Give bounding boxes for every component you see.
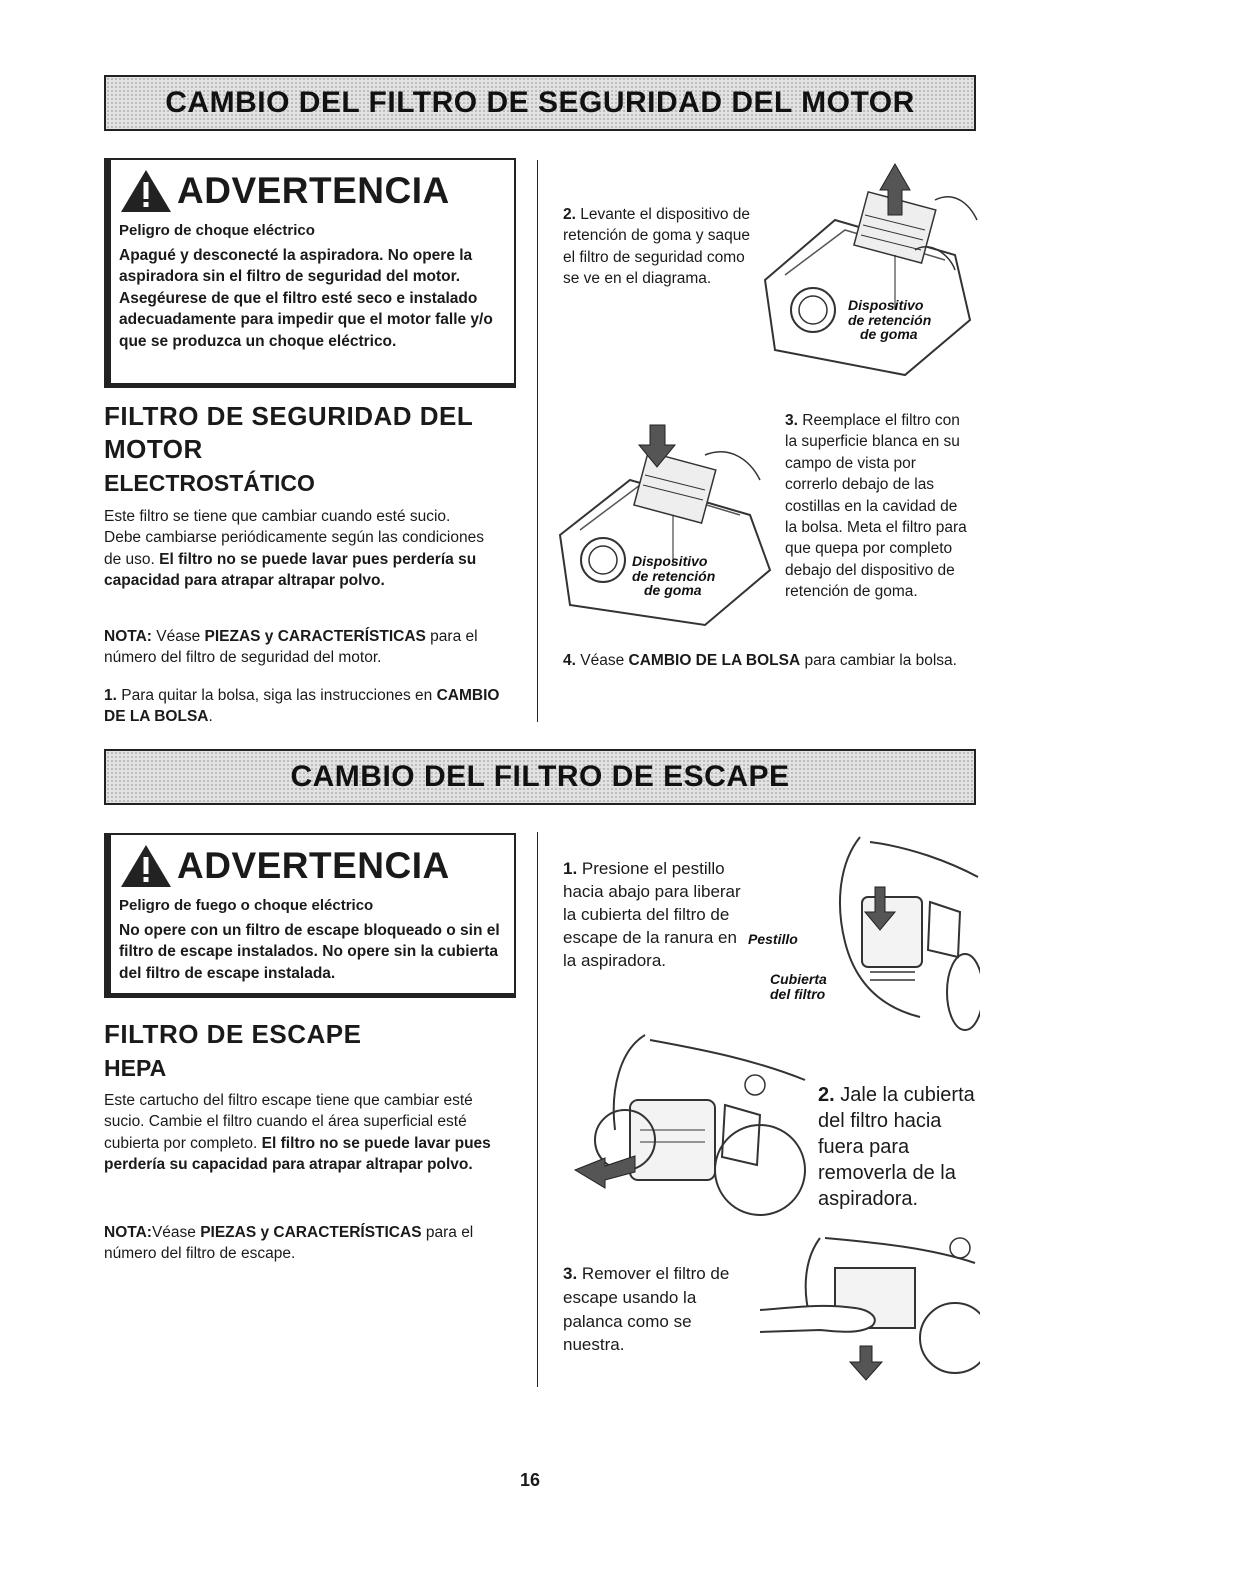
subheading-electrostatic: ELECTROSTÁTICO bbox=[104, 470, 315, 496]
warning-title: ADVERTENCIA bbox=[119, 168, 504, 214]
diagram-lift-retainer bbox=[755, 160, 980, 380]
step-1-exhaust: 1. Presione el pestillo hacia abajo para liberar la cubierta del filtro de escape de la ranura en la aspiradora. bbox=[563, 859, 741, 970]
step-4-motor: 4. Véase CAMBIO DE LA BOLSA para cambiar la bolsa. bbox=[563, 652, 957, 669]
vacuum-hand-filter-icon bbox=[760, 1228, 980, 1383]
warning-subtitle: Peligro de fuego o choque eléctrico bbox=[119, 897, 374, 914]
warning-title: ADVERTENCIA bbox=[119, 843, 504, 889]
warning-body: No opere con un filtro de escape bloqueado o sin el filtro de escape instalados. No opere sin la cubierta del filtro de escape instalada. bbox=[119, 922, 500, 982]
step-3-motor: 3. Reemplace el filtro con la superficie blanca en su campo de vista por correrlo debajo de las costillas en la cavidad de la bolsa. Meta el filtro para que quepa por completo debajo del dispositivo de retención de goma. bbox=[785, 412, 967, 600]
step-3-exhaust: 3. Remover el filtro de escape usando la palanca como se nuestra. bbox=[563, 1264, 730, 1355]
vacuum-rear-icon bbox=[800, 832, 980, 1032]
diagram-press-latch bbox=[800, 832, 980, 1032]
diagram-remove-filter bbox=[760, 1228, 980, 1383]
nota-exhaust-filter: NOTA:Véase PIEZAS y CARACTERÍSTICAS para el número del filtro de escape. bbox=[104, 1224, 474, 1263]
step-1-motor: 1. Para quitar la bolsa, siga las instrucciones en CAMBIO DE LA BOLSA. bbox=[104, 687, 500, 726]
subheading-hepa: HEPA bbox=[104, 1055, 167, 1081]
warning-box-motor bbox=[104, 158, 516, 388]
section-banner-exhaust-filter: CAMBIO DEL FILTRO DE ESCAPE bbox=[104, 749, 976, 805]
section-banner-motor-filter: CAMBIO DEL FILTRO DE SEGURIDAD DEL MOTOR bbox=[104, 75, 976, 131]
heading-exhaust-filter: FILTRO DE ESCAPE bbox=[104, 1019, 362, 1049]
column-divider bbox=[537, 832, 538, 1387]
column-divider bbox=[537, 160, 538, 722]
para-motor-filter: Este filtro se tiene que cambiar cuando esté sucio. Debe cambiarse periódicamente según las condiciones de uso. El filtro no se puede lavar pues perdería su capacidad para atrapar altrapar polvo. bbox=[104, 508, 484, 590]
para-exhaust-filter: Este cartucho del filtro escape tiene que cambiar esté sucio. Cambie el filtro cuando el área superficial esté cubierta por completo. El filtro no se puede lavar pues perdería su capacidad para atrapar altrapar polvo. bbox=[104, 1092, 491, 1174]
warning-triangle-icon bbox=[119, 843, 173, 889]
nota-motor-filter: NOTA: Véase PIEZAS y CARACTERÍSTICAS para el número del filtro de seguridad del motor. bbox=[104, 628, 478, 667]
callout-filter-cover: Cubierta del filtro bbox=[770, 971, 827, 1002]
callout-retainer-1: Dispositivo de retención de goma bbox=[848, 297, 932, 343]
warning-body: Apagué y desconecté la aspiradora. No opere la aspiradora sin el filtro de seguridad del motor. Asegéurese de que el filtro esté seco e instalado adecuadamente para impedir que el motor falle y/o que se produzca un choque eléctrico. bbox=[119, 247, 493, 350]
step-2-motor: 2. Levante el dispositivo de retención de goma y saque el filtro de seguridad como se ve en el diagrama. bbox=[563, 206, 751, 288]
warning-box-exhaust bbox=[104, 833, 516, 998]
callout-latch: Pestillo bbox=[748, 931, 798, 947]
warning-triangle-icon bbox=[119, 168, 173, 214]
step-2-exhaust: 2. Jale la cubierta del filtro hacia fuera para removerla de la aspiradora. bbox=[818, 1084, 975, 1210]
heading-motor-filter: FILTRO DE SEGURIDAD DEL MOTOR bbox=[104, 401, 474, 464]
diagram-remove-cover bbox=[565, 1030, 815, 1225]
vacuum-bag-cavity-icon bbox=[755, 160, 980, 380]
callout-retainer-2: Dispositivo de retención de goma bbox=[632, 553, 716, 599]
warning-subtitle: Peligro de choque eléctrico bbox=[119, 222, 315, 239]
page-number: 16 bbox=[519, 1470, 541, 1490]
vacuum-rear-icon bbox=[565, 1030, 815, 1225]
